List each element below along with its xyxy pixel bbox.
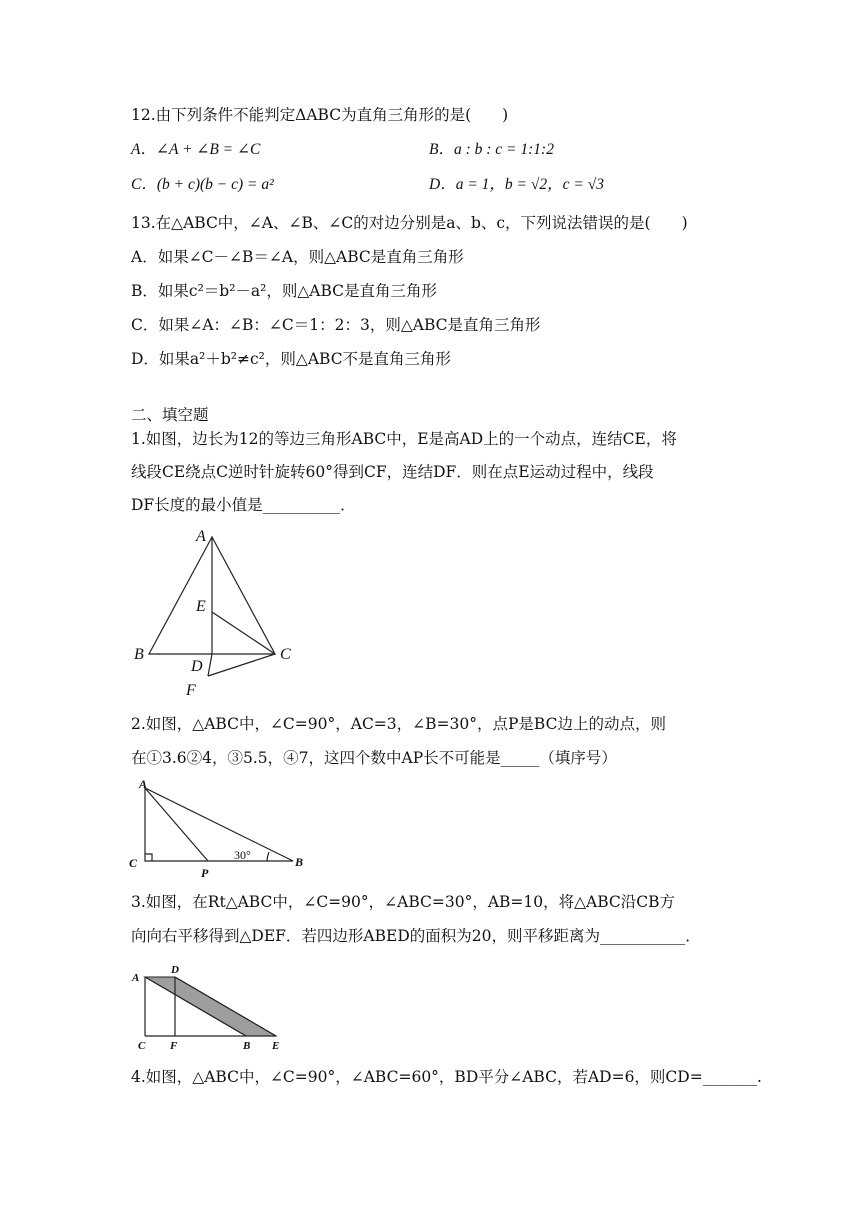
f3-label-b: B	[243, 1040, 251, 1050]
f2-line1: 2.如图，△ABC中，∠C=90°，AC=3，∠B=30°，点P是BC边上的动点，则	[131, 715, 666, 733]
f1-label-a: A	[196, 528, 206, 545]
f1-label-c: C	[280, 646, 291, 663]
f2-label-b: B	[295, 855, 304, 869]
q12-option-a: A．∠A + ∠B = ∠C	[131, 141, 261, 158]
f1-label-d: D	[191, 658, 203, 675]
f1-label-b: B	[134, 646, 144, 663]
f3-label-e: E	[272, 1040, 280, 1050]
f1-line3: DF长度的最小值是__________．	[131, 496, 356, 514]
f3-line1: 3.如图，在Rt△ABC中，∠C=90°，∠ABC=30°，AB=10，将△ABC沿CB方	[131, 893, 676, 911]
f1-label-f: F	[186, 682, 196, 699]
q13-option-b: B．如果c²＝b²－a²，则△ABC是直角三角形	[131, 282, 438, 300]
q12-option-c: C．(b + c)(b − c) = a²	[131, 176, 274, 193]
figure-1-equilateral-triangle	[125, 525, 315, 700]
q12-stem: 12.由下列条件不能判定ΔABC为直角三角形的是( )	[131, 106, 509, 124]
f1-line1: 1.如图，边长为12的等边三角形ABC中，E是高AD上的一个动点，连结CE，将	[131, 430, 677, 448]
q13-option-c: C．如果∠A：∠B：∠C＝1：2：3，则△ABC是直角三角形	[131, 316, 541, 334]
q13-stem: 13.在△ABC中，∠A、∠B、∠C的对边分别是a、b、c，下列说法错误的是( )	[131, 214, 688, 232]
f3-label-d: D	[171, 964, 179, 976]
f3-label-f: F	[170, 1040, 178, 1050]
f2-angle-label: 30°	[234, 848, 251, 862]
q13-option-a: A．如果∠C－∠B＝∠A，则△ABC是直角三角形	[131, 248, 464, 266]
f2-label-p: P	[201, 866, 209, 878]
f2-line2: 在①3.6②4，③5.5，④7，这四个数中AP长不可能是_____（填序号）	[131, 749, 617, 767]
f3-label-a: A	[132, 972, 140, 984]
f4-line1: 4.如图，△ABC中，∠C=90°，∠ABC=60°，BD平分∠ABC，若AD=6，则CD=_______.	[131, 1068, 762, 1086]
section-title: 二、填空题	[131, 406, 209, 424]
figure-2-right-triangle	[125, 778, 315, 878]
f3-label-c: C	[138, 1040, 146, 1050]
f1-line2: 线段CE绕点C逆时针旋转60°得到CF，连结DF．则在点E运动过程中，线段	[131, 463, 654, 481]
f2-label-c: C	[129, 856, 138, 870]
q12-option-b: B．a : b : c = 1:1:2	[429, 141, 554, 158]
f2-label-a: A	[139, 778, 148, 791]
figure-3-translated-triangle	[125, 962, 300, 1050]
q13-option-d: D．如果a²＋b²≠c²，则△ABC不是直角三角形	[131, 350, 452, 368]
f3-line2: 向向右平移得到△DEF．若四边形ABED的面积为20，则平移距离为___________．	[131, 927, 701, 945]
f1-label-e: E	[196, 598, 206, 615]
q12-option-d: D．a = 1，b = √2，c = √3	[429, 176, 604, 193]
